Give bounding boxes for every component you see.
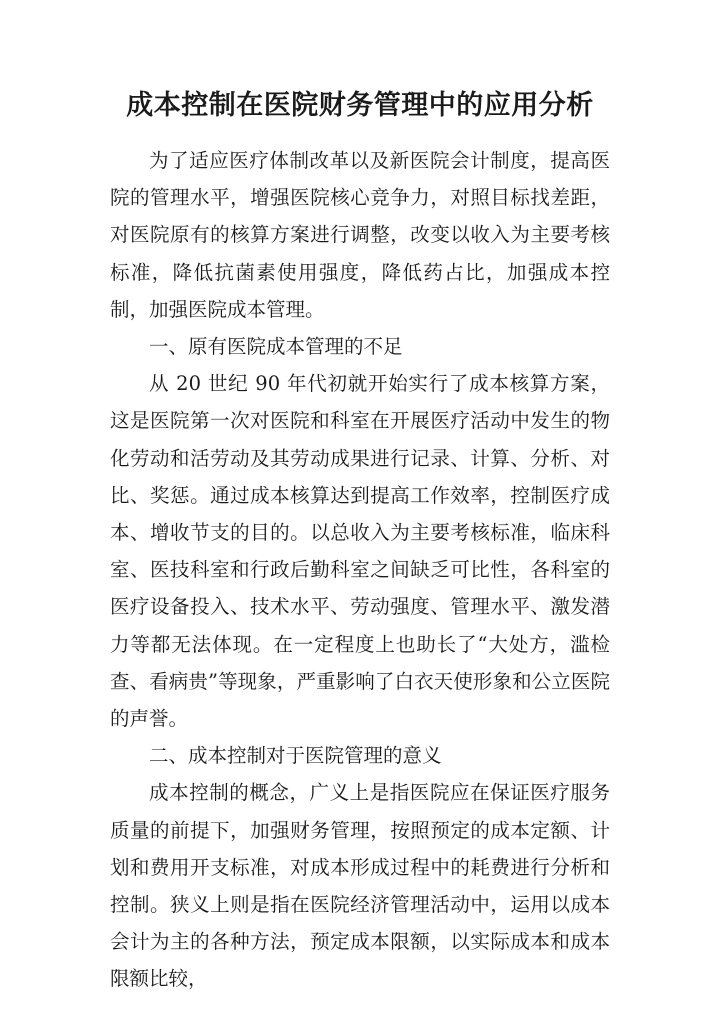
document-title: 成本控制在医院财务管理中的应用分析 bbox=[126, 90, 594, 121]
intro-paragraph: 为了适应医疗体制改革以及新医院会计制度，提高医院的管理水平，增强医院核心竞争力，对照目标找差距，对医院原有的核算方案进行调整，改变以收入为主要考核标准，降低抗菌素使用强度，降低药占比，加强成本控制，加强医院成本管理。 bbox=[110, 149, 610, 321]
section-2-paragraph: 成本控制的概念，广义上是指医院应在保证医疗服务质量的前提下，加强财务管理，按照预定的成本定额、计划和费用开支标准，对成本形成过程中的耗费进行分析和控制。狭义上则是指在医院经济管理活动中，运用以成本会计为主的各种方法，预定成本限额，以实际成本和成本限额比较， bbox=[110, 781, 610, 991]
section-1-heading: 一、原有医院成本管理的不足 bbox=[149, 335, 403, 359]
section-1-paragraph: 从 20 世纪 90 年代初就开始实行了成本核算方案， 这是医院第一次对医院和科室在开展医疗活动中发生的物化劳动和活劳动及其劳动成果进行记录、计算、分析、对比、奖惩。通过成本核算达到提高工作效率，控制医疗成本、增收节支的目的。以总收入为主要考核标准，临床科室、医技科室和行政后勤科室之间缺乏可比性，各科室的医疗设备投入、技术水平、劳动强度、管理水平、激发潜力等都无法体现。在一定程度上也助长了“大处方，滥检查、看病贵”等现象，严重影响了白衣天使形象和公立医院的声誉。 bbox=[110, 372, 610, 731]
document-body bbox=[110, 142, 610, 998]
section-2-heading: 二、成本控制对于医院管理的意义 bbox=[149, 744, 442, 768]
